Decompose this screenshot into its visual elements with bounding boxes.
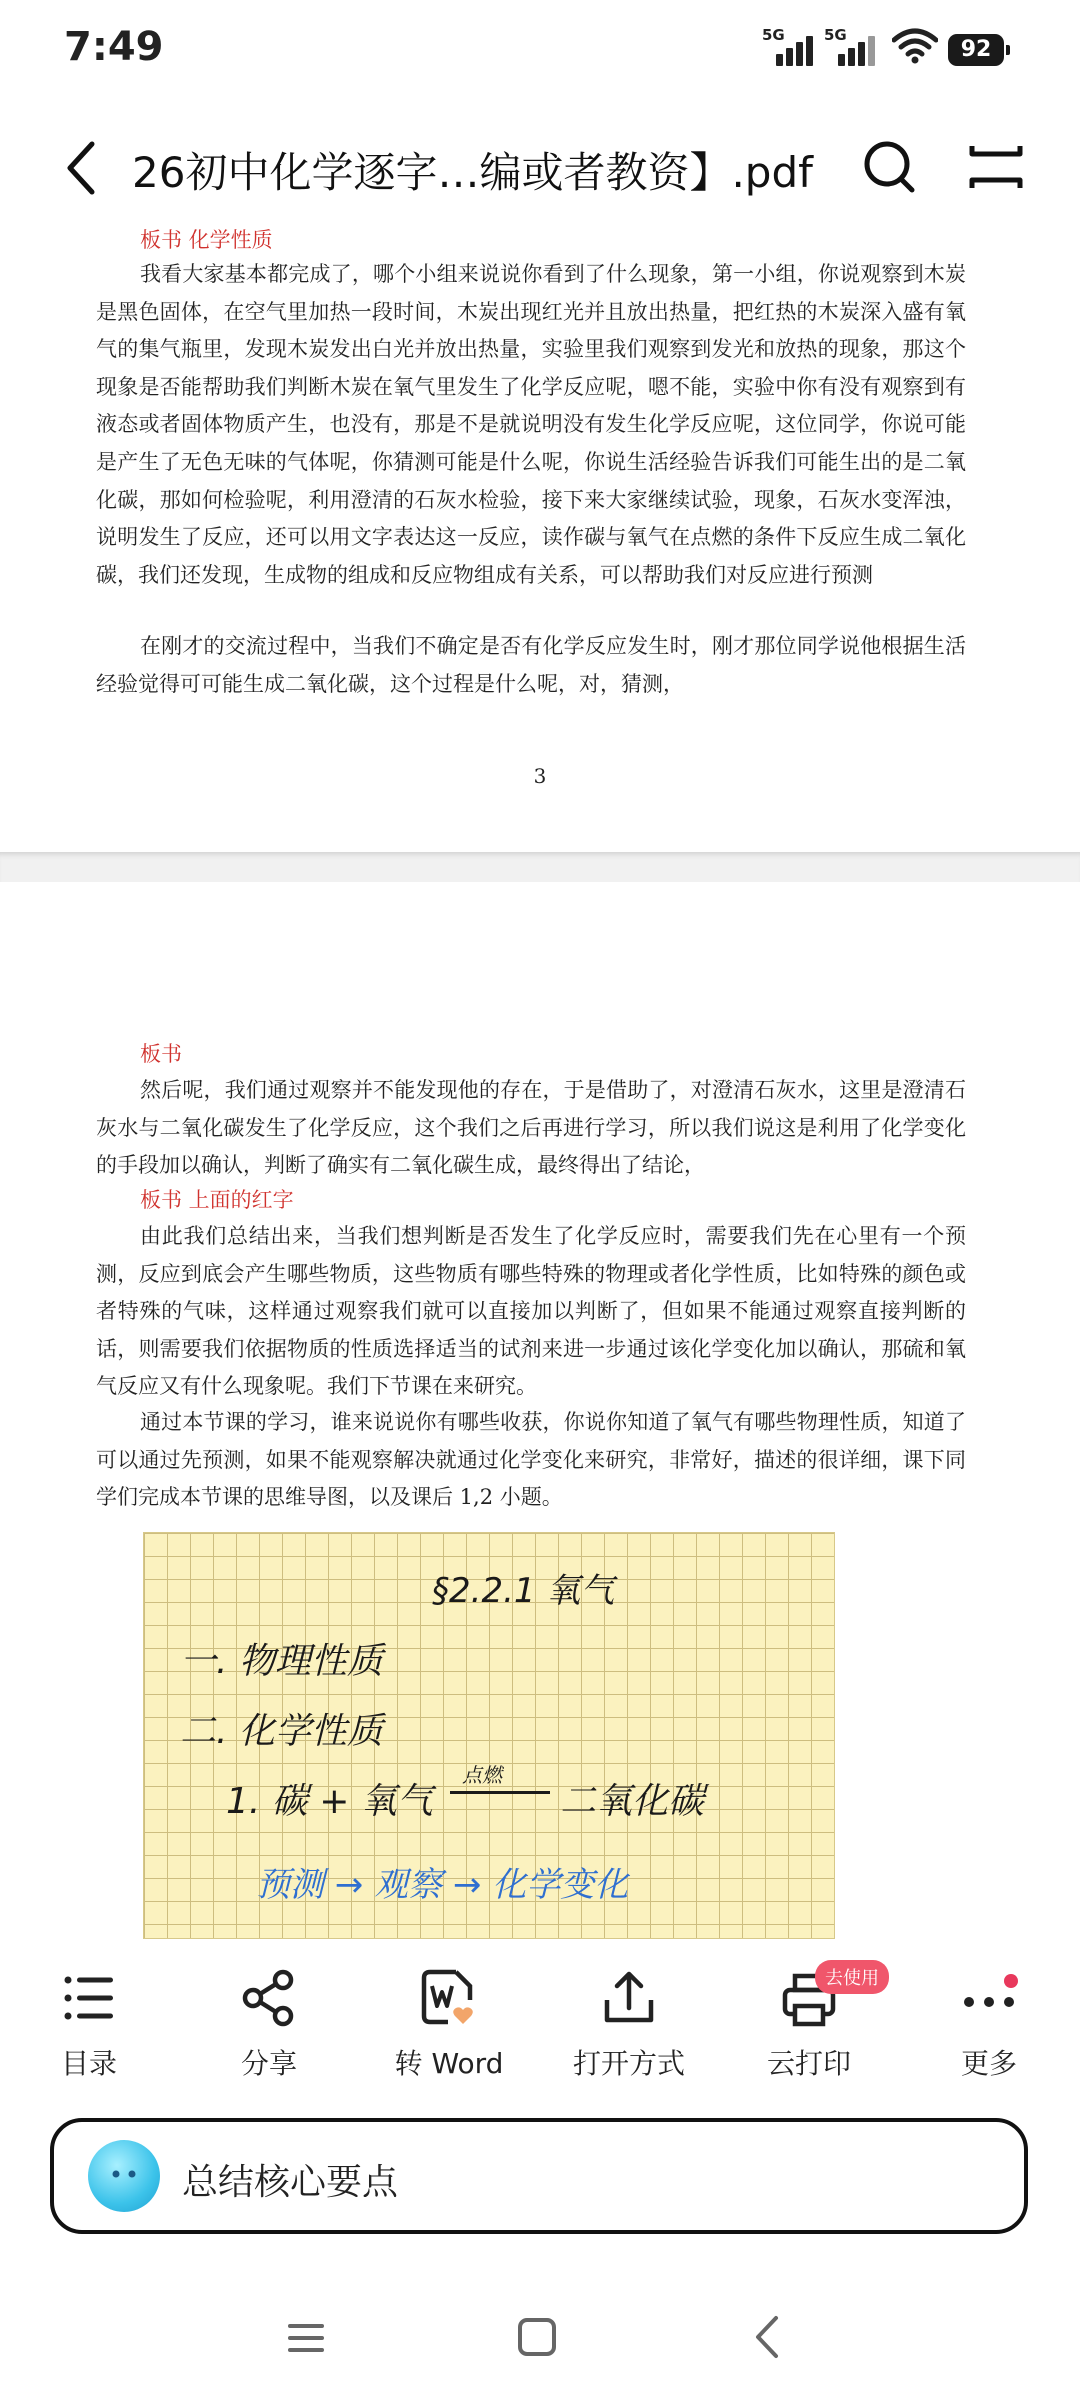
paragraph: 然后呢，我们通过观察并不能发现他的存在，于是借助了，对澄清石灰水，这里是澄清石灰水与二氧化碳发生了化学反应，这个我们之后再进行学习，所以我们说这是利用了化学变化的手段加以确认，判断了确实有二氧化碳生成，最终得出了结论， <box>96 1078 966 1178</box>
page-number: 3 <box>533 764 547 788</box>
note-condition: 点燃 <box>462 1763 502 1787</box>
blackboard-heading: 板书 上面的红字 <box>140 1188 294 1212</box>
back-icon[interactable] <box>744 2312 792 2362</box>
toolbar-item-share[interactable] <box>194 1962 344 2082</box>
promo-badge[interactable]: 去使用 <box>815 1960 889 1994</box>
recent-apps-icon[interactable] <box>282 2314 330 2362</box>
battery-indicator: 92 <box>948 34 1004 66</box>
home-icon[interactable] <box>512 2312 562 2362</box>
toolbar-item-label: 云打印 <box>766 2047 851 2080</box>
system-navigation-bar <box>0 2290 1080 2401</box>
toolbar-item-to-word[interactable] <box>374 1962 524 2082</box>
notification-dot <box>1004 1974 1018 1988</box>
status-time: 7:49 <box>64 24 164 70</box>
page-separator <box>0 852 1080 882</box>
note-line: 二氧化碳 <box>560 1781 705 1822</box>
paragraph: 我看大家基本都完成了，哪个小组来说说你看到了什么现象，第一小组，你说观察到木炭是黑色固体，在空气里加热一段时间，木炭出现红光并且放出热量，把红热的木炭深入盛有氧气的集气瓶里，发现木炭发出白光并放出热量，实验里我们观察到发光和放热的现象，那这个现象是否能帮助我们判断木炭在氧气里发生了化学反应呢，嗯不能，实验中你有没有观察到有液态或者固体物质产生，也没有，那是不是就说明没有发生化学反应呢，这位同学，你说可能是产生了无色无味的气体呢，你猜测可能是什么呢，你说生活经验告诉我们可能生出的是二氧化碳，那如何检验呢，利用澄清的石灰水检验，接下来大家继续试验，现象，石灰水变浑浊，说明发生了反应，还可以用文字表达这一反应，读作碳与氧气在点燃的条件下反应生成二氧化碳，我们还发现，生成物的组成和反应物组成有关系，可以帮助我们对反应进行预测 <box>96 262 966 587</box>
toolbar-item-label: 转 Word <box>394 2047 504 2080</box>
wifi-icon <box>892 28 938 64</box>
list-icon <box>59 1968 119 2028</box>
pdf-page-3[interactable] <box>0 220 1080 852</box>
search-icon[interactable] <box>862 138 918 198</box>
handwritten-mindmap-image <box>143 1532 835 1939</box>
blackboard-heading: 板书 化学性质 <box>140 228 273 252</box>
paragraph: 通过本节课的学习，谁来说说你有哪些收获，你说你知道了氧气有哪些物理性质，知道了可以通过先预测，如果不能观察解决就通过化学变化来研究，非常好，描述的很详细，课下同学们完成本节课的思维导图，以及课后 1,2 小题。 <box>96 1410 966 1510</box>
toolbar-item-label: 更多 <box>960 2047 1017 2080</box>
open-with-icon <box>599 1968 659 2028</box>
note-arrow-line <box>450 1791 550 1794</box>
toolbar-item-label: 目录 <box>60 2047 117 2080</box>
toolbar-item-label: 打开方式 <box>572 2047 685 2080</box>
assistant-avatar-icon <box>88 2140 160 2212</box>
note-line: 1. 碳 + 氧气 <box>226 1781 433 1822</box>
bottom-toolbar <box>0 1962 1080 2102</box>
ai-summary-button[interactable] <box>50 2118 1028 2234</box>
toolbar-item-contents[interactable] <box>14 1962 164 2082</box>
top-app-bar <box>0 110 1080 220</box>
note-line: 一. 物理性质 <box>180 1641 383 1682</box>
layout-toggle-icon[interactable] <box>968 142 1024 192</box>
paragraph: 由此我们总结出来，当我们想判断是否发生了化学反应时，需要我们先在心里有一个预测，反应到底会产生哪些物质，这些物质有哪些特殊的物理或者化学性质，比如特殊的颜色或者特殊的气味，这样通过观察我们就可以直接加以判断了，但如果不能通过观察直接判断的话，则需要我们依据物质的性质选择适当的试剂来进一步通过该化学变化加以确认，那硫和氧气反应又有什么现象呢。我们下节课在来研究。 <box>96 1224 966 1399</box>
blackboard-heading: 板书 <box>140 1042 182 1066</box>
note-line: 预测 → 观察 → 化学变化 <box>256 1865 629 1905</box>
word-convert-icon <box>418 1966 480 2028</box>
note-line: 二. 化学性质 <box>180 1711 383 1752</box>
document-title: 26初中化学逐字…编或者教资】.pdf <box>132 148 813 197</box>
share-icon <box>239 1968 299 2028</box>
status-bar: 7:49 5G 5G 92 <box>0 0 1080 100</box>
toolbar-item-more[interactable] <box>914 1962 1064 2082</box>
back-arrow-icon[interactable] <box>58 138 108 198</box>
toolbar-item-open-with[interactable] <box>554 1962 704 2082</box>
note-title: §2.2.1 氧气 <box>432 1571 615 1611</box>
assistant-prompt-text: 总结核心要点 <box>182 2162 399 2203</box>
toolbar-item-label: 分享 <box>240 2047 297 2080</box>
paragraph: 在刚才的交流过程中，当我们不确定是否有化学反应发生时，刚才那位同学说他根据生活经验觉得可可能生成二氧化碳，这个过程是什么呢，对，猜测， <box>96 634 966 696</box>
